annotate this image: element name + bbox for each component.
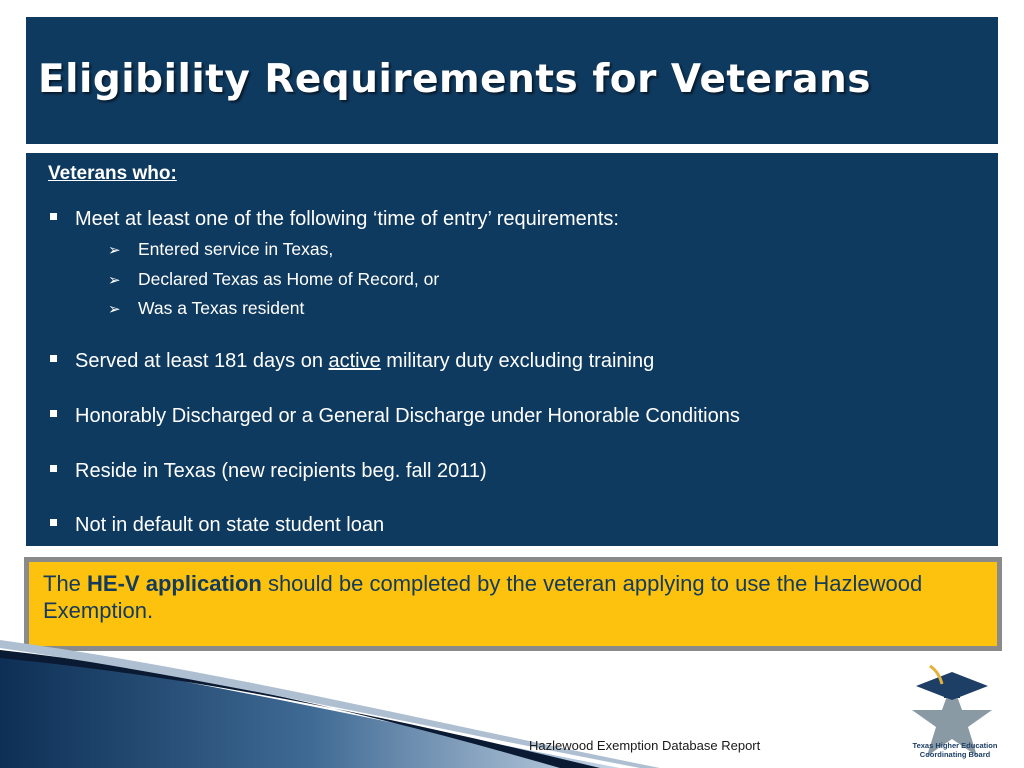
bullet-text: Not in default on state student loan — [75, 514, 385, 536]
arrow-bullet-icon: ➢ — [108, 242, 121, 259]
callout-bold: HE-V application — [87, 571, 262, 596]
bullet-reside-texas — [50, 460, 487, 483]
logo-line2: Coordinating Board — [919, 750, 991, 759]
callout-box — [24, 557, 1002, 651]
sub-bullet-text: Was a Texas resident — [138, 298, 305, 318]
subheading: Veterans who: — [48, 163, 177, 184]
bullet-discharge — [50, 405, 740, 428]
callout-suffix: should be completed by the veteran applying to use the Hazlewood Exemption. — [43, 571, 923, 623]
bullet-text-after: military duty excluding training — [380, 350, 655, 372]
square-bullet-icon — [50, 213, 57, 220]
bullet-student-loan — [50, 514, 384, 537]
square-bullet-icon — [50, 465, 57, 472]
bullet-time-of-entry — [50, 208, 619, 231]
sub-bullet-text: Entered service in Texas, — [138, 239, 334, 259]
square-bullet-icon — [50, 355, 57, 362]
arrow-bullet-icon: ➢ — [108, 272, 121, 289]
arrow-bullet-icon: ➢ — [108, 301, 121, 318]
bullet-text-underlined: active — [328, 350, 381, 372]
footer-text: Hazlewood Exemption Database Report — [529, 738, 761, 753]
sub-bullet-text: Declared Texas as Home of Record, or — [138, 269, 440, 289]
sub-bullet-home-of-record — [108, 269, 439, 290]
logo-line1: Texas Higher Education — [912, 741, 998, 750]
bullet-text: Honorably Discharged or a General Discharge under Honorable Conditions — [75, 405, 740, 427]
bullet-text: Reside in Texas (new recipients beg. fall 2011) — [75, 460, 487, 482]
bullet-text: Meet at least one of the following ‘time of entry’ requirements: — [75, 208, 619, 230]
bullet-text-before: Served at least 181 days on — [75, 350, 329, 372]
square-bullet-icon — [50, 519, 57, 526]
sub-bullet-entered-service — [108, 239, 333, 260]
title-bar — [26, 17, 998, 144]
decorative-swoosh — [0, 640, 1024, 768]
slide-title: Eligibility Requirements for Veterans — [38, 57, 872, 102]
content-box — [26, 153, 998, 546]
square-bullet-icon — [50, 410, 57, 417]
logo-text — [898, 741, 1012, 759]
bullet-active-duty — [50, 350, 654, 373]
sub-bullet-texas-resident — [108, 298, 304, 319]
callout-text — [29, 562, 997, 646]
callout-prefix: The — [43, 571, 88, 596]
